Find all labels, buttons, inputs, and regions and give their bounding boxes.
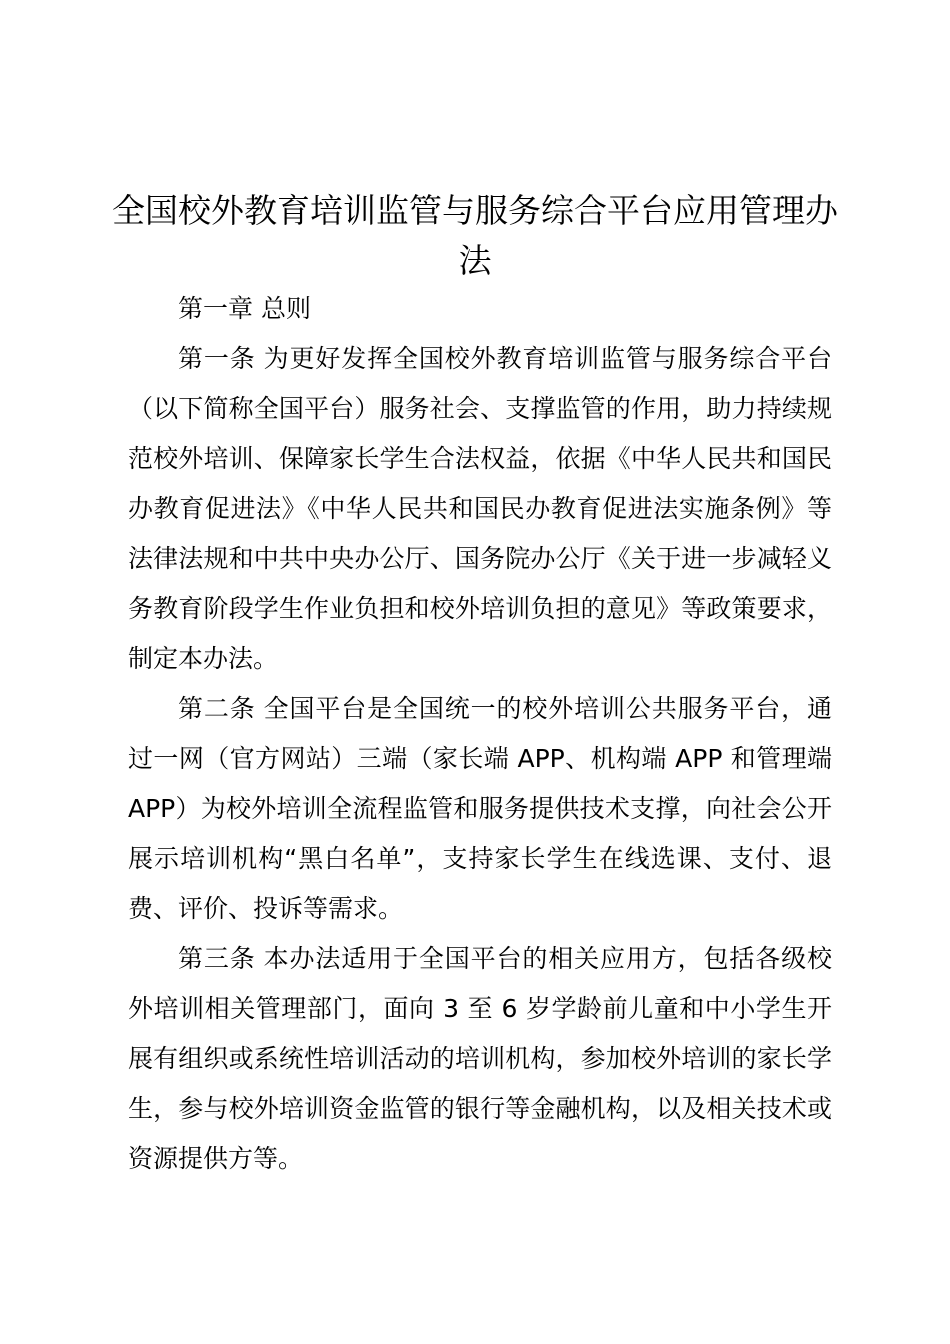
article-3 (128, 934, 832, 1184)
chapter-heading: 第一章 总则 (178, 294, 311, 323)
article-2 (128, 684, 832, 934)
article-1-label: 第一条 (178, 344, 256, 373)
article-2-label: 第二条 (178, 694, 256, 723)
article-3-label: 第三条 (178, 944, 256, 973)
document-body (128, 284, 832, 1184)
article-2-text: 全国平台是全国统一的校外培训公共服务平台，通过一网（官方网站）三端（家长端 APP、机构端 APP 和管理端 APP）为校外培训全流程监管和服务提供技术支撑，向社会公开展示培训机构“黑白名单”，支持家长学生在线选课、支付、退费、评价、投诉等需求。 (128, 694, 832, 923)
article-1-text: 为更好发挥全国校外教育培训监管与服务综合平台（以下简称全国平台）服务社会、支撑监管的作用，助力持续规范校外培训、保障家长学生合法权益，依据《中华人民共和国民办教育促进法》《中华人民共和国民办教育促进法实施条例》等法律法规和中共中央办公厅、国务院办公厅《关于进一步减轻义务教育阶段学生作业负担和校外培训负担的意见》等政策要求，制定本办法。 (128, 344, 832, 673)
article-1 (128, 334, 832, 684)
article-3-text: 本办法适用于全国平台的相关应用方，包括各级校外培训相关管理部门，面向 3 至 6 岁学龄前儿童和中小学生开展有组织或系统性培训活动的培训机构，参加校外培训的家长学生，参与校外培训资金监管的银行等金融机构，以及相关技术或资源提供方等。 (128, 944, 832, 1173)
document-title: 全国校外教育培训监管与服务综合平台应用管理办法 (112, 191, 838, 280)
